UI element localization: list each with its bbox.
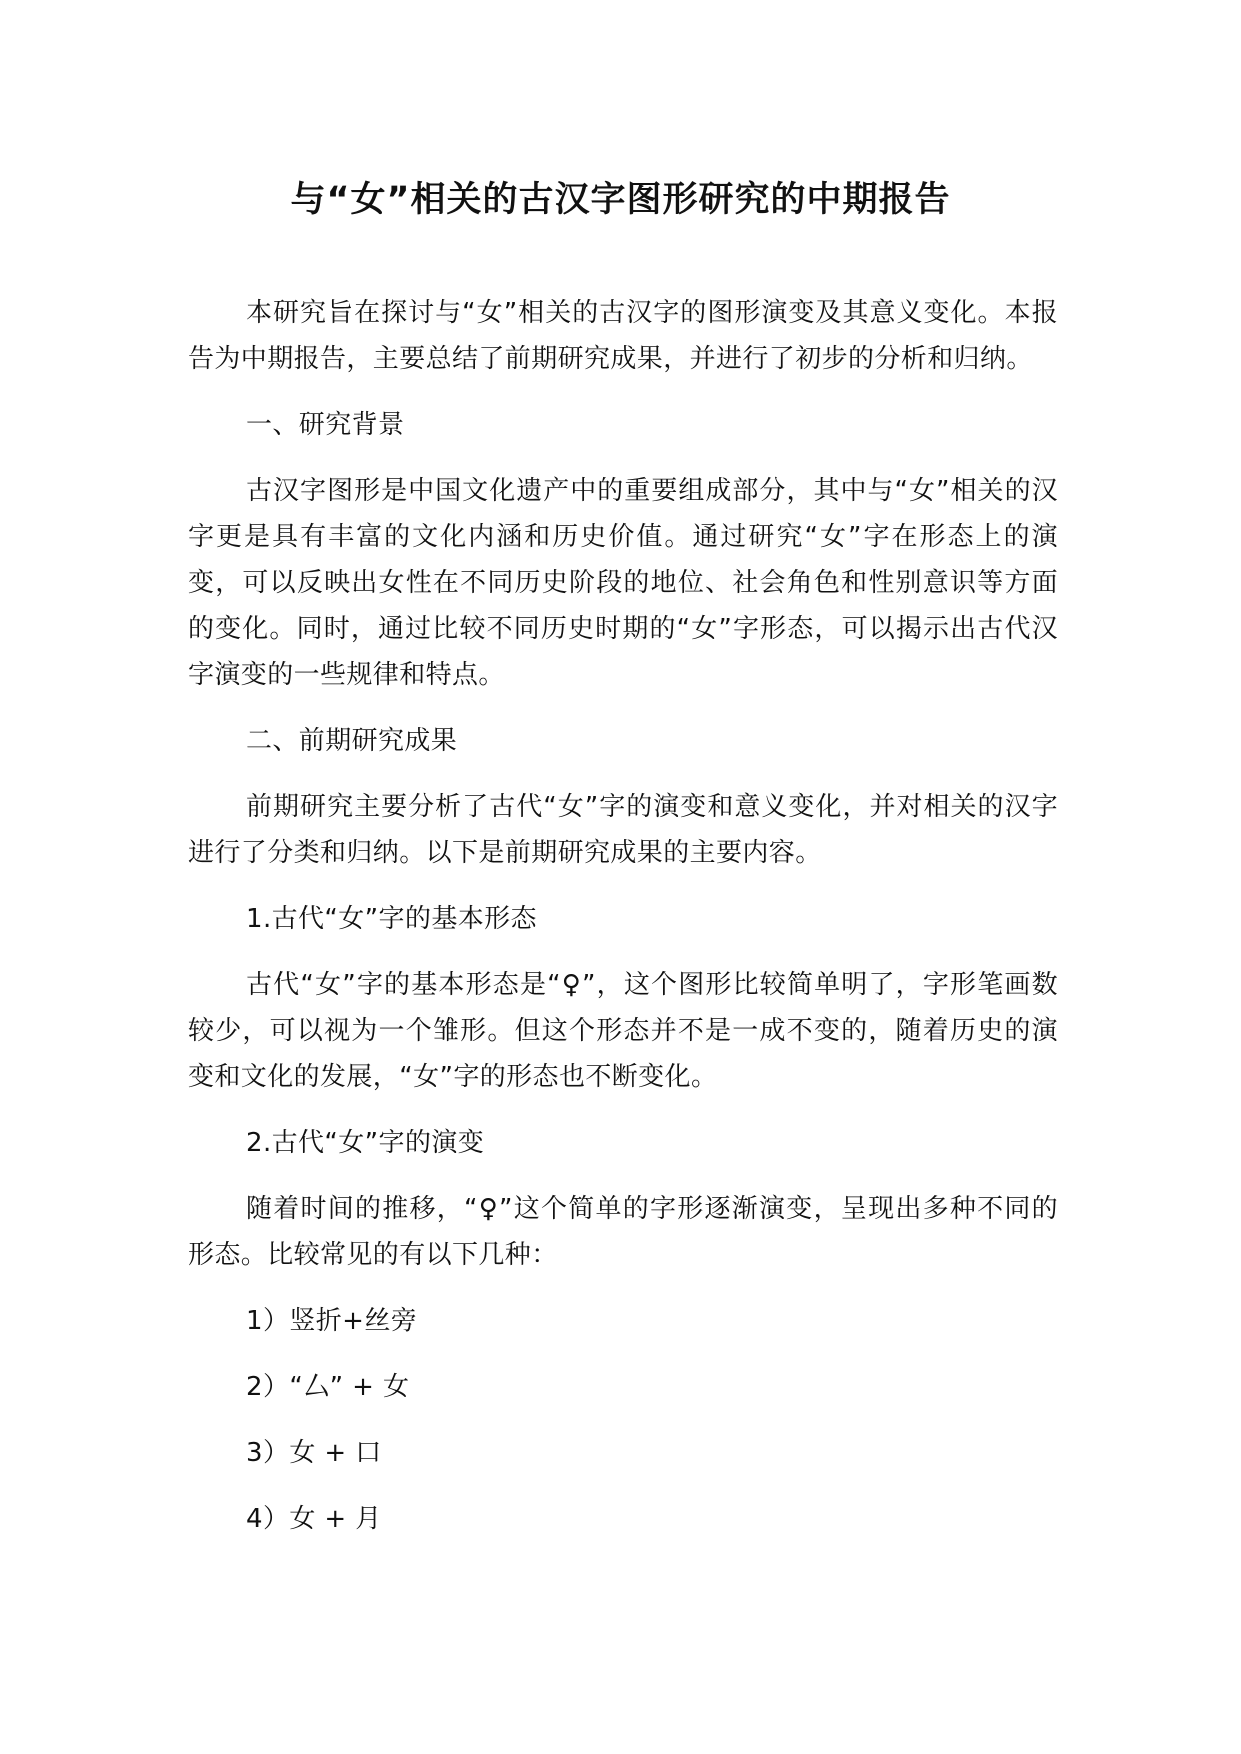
- evolution-paragraph: 随着时间的推移，“♀”这个简单的字形逐渐演变，呈现出多种不同的形态。比较常见的有以下几种：: [188, 1194, 1058, 1270]
- basic-form-paragraph: 古代“女”字的基本形态是“♀”，这个图形比较简单明了，字形笔画数较少，可以视为一个雏形。但这个形态并不是一成不变的，随着历史的演变和文化的发展，“女”字的形态也不断变化。: [188, 970, 1058, 1092]
- list-item: 1）竖折+丝旁: [246, 1306, 418, 1336]
- results-paragraph: 前期研究主要分析了古代“女”字的演变和意义变化，并对相关的汉字进行了分类和归纳。以下是前期研究成果的主要内容。: [188, 792, 1058, 868]
- list-item: 3）女 + 口: [246, 1438, 382, 1468]
- subsection-heading-evolution: 2.古代“女”字的演变: [246, 1128, 485, 1158]
- document-title: 与“女”相关的古汉字图形研究的中期报告: [290, 180, 951, 220]
- list-item: 4）女 + 月: [246, 1504, 382, 1534]
- document-body: [188, 290, 1058, 1542]
- section-heading-background: 一、研究背景: [246, 410, 405, 440]
- subsection-heading-basic-form: 1.古代“女”字的基本形态: [246, 904, 537, 934]
- background-paragraph: 古汉字图形是中国文化遗产中的重要组成部分，其中与“女”相关的汉字更是具有丰富的文化内涵和历史价值。通过研究“女”字在形态上的演变，可以反映出女性在不同历史阶段的地位、社会角色和性别意识等方面的变化。同时，通过比较不同历史时期的“女”字形态，可以揭示出古代汉字演变的一些规律和特点。: [188, 476, 1058, 690]
- section-heading-results: 二、前期研究成果: [246, 726, 458, 756]
- list-item: 2）“厶” + 女: [246, 1372, 410, 1402]
- intro-paragraph: 本研究旨在探讨与“女”相关的古汉字的图形演变及其意义变化。本报告为中期报告，主要总结了前期研究成果，并进行了初步的分析和归纳。: [188, 298, 1058, 374]
